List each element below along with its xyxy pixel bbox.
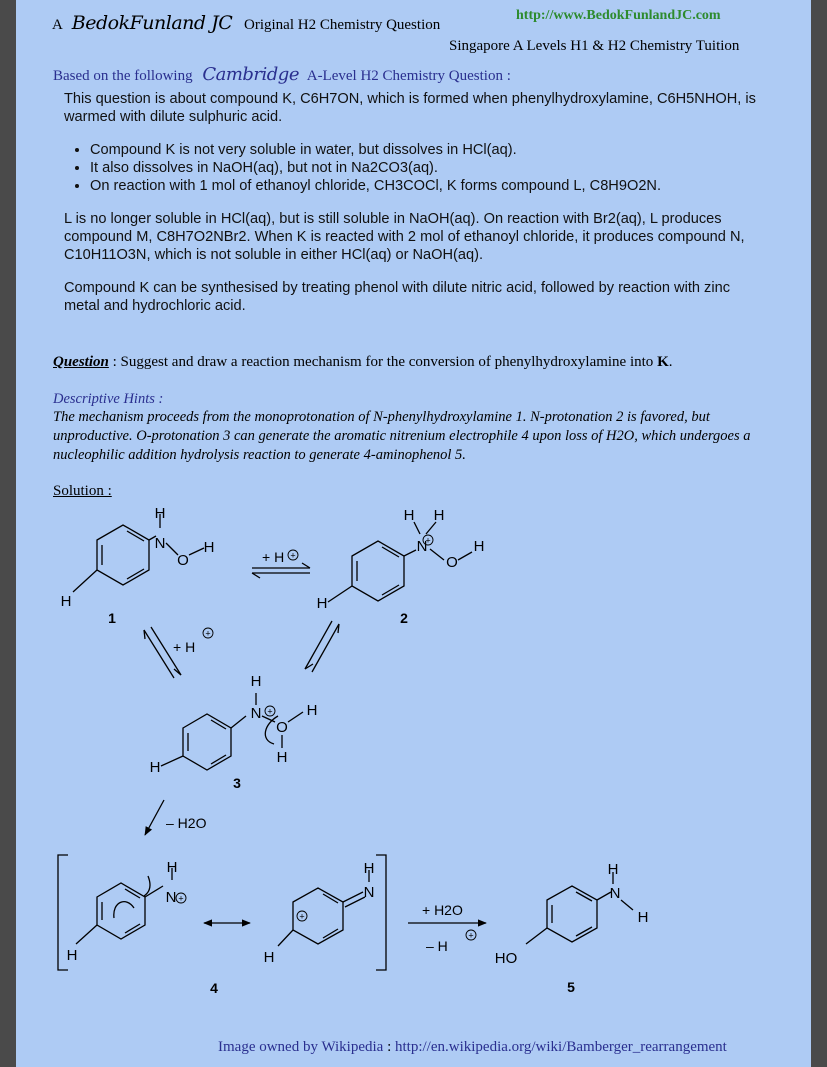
- atom-label: H: [403, 507, 415, 524]
- svg-text:+: +: [290, 550, 296, 561]
- atom-label: H: [316, 595, 328, 612]
- reagent-minus-water: – H2O: [166, 815, 207, 831]
- benzene-ring-1: [97, 525, 149, 585]
- solution-label: Solution :: [53, 483, 112, 499]
- tuition-tagline: Singapore A Levels H1 & H2 Chemistry Tuition: [449, 38, 740, 54]
- header-prefix: A: [52, 17, 63, 33]
- hints-body: The mechanism proceeds from the monoprotonation of N-phenylhydroxylamine 1. N-protonation 2 is favored, but unproductive. O-protonation 3 can generate the aromatic nitrenium electrophile 4 upon loss of H2O, which undergoes a nucleophilic addition hydrolysis reaction to generate 4-aminophenol 5.: [53, 409, 751, 463]
- atom-label: H: [66, 947, 78, 964]
- question-text: : Suggest and draw a reaction mechanism for the conversion of phenylhydroxylamine into: [108, 354, 658, 370]
- hints-title: Descriptive Hints :: [53, 391, 164, 407]
- reagent-plus-proton: + H: [173, 639, 196, 655]
- bullet-item: • On reaction with 1 mol of ethanoyl chloride, CH3COCl, K forms compound L, C8H9O2N.: [90, 177, 764, 195]
- question-target: K: [657, 354, 669, 370]
- site-url-link[interactable]: http://www.BedokFunlandJC.com: [516, 8, 721, 23]
- svg-text:+: +: [178, 893, 184, 904]
- reagent-minus-proton: – H: [426, 938, 448, 954]
- reagent-plus-proton: + H: [262, 549, 285, 565]
- benzene-ring-3: [183, 714, 231, 770]
- svg-text:+: +: [205, 628, 211, 639]
- benzene-ring-4a: [97, 883, 145, 939]
- question-label: Question: [53, 354, 109, 370]
- atom-label: H: [473, 538, 485, 555]
- question-intro: This question is about compound K, C6H7ON, which is formed when phenylhydroxylamine, C6H5NHOH, is warmed with dilute sulphuric acid.: [64, 91, 756, 125]
- bullet-item: • Compound K is not very soluble in water, but dissolves in HCl(aq).: [90, 141, 764, 159]
- atom-label: H: [154, 505, 166, 522]
- atom-label: H: [306, 702, 318, 719]
- compound-number: 3: [233, 775, 241, 791]
- compound-number: 4: [210, 980, 218, 996]
- question-end: .: [668, 354, 673, 370]
- atom-label: O: [276, 719, 288, 736]
- bracket-right: [376, 855, 386, 970]
- atom-label: H: [263, 949, 275, 966]
- svg-text:+: +: [299, 911, 305, 922]
- atom-label: H: [637, 909, 649, 926]
- footer-owner: Image owned by Wikipedia: [218, 1039, 384, 1055]
- benzene-ring-2: [352, 541, 404, 601]
- mechanism-diagram: [16, 0, 811, 1067]
- atom-label: N: [609, 885, 621, 902]
- atom-label: N: [250, 705, 262, 722]
- question-paragraph-2: L is no longer soluble in HCl(aq), but is still soluble in NaOH(aq). On reaction with Br2(aq), L produces compound M, C8H7O2NBr2. When K is reacted with 2 mol of ethanoyl chloride, it produces compound N, C10H11O3N, which is not soluble in either HCl(aq) or NaOH(aq).: [64, 211, 745, 263]
- atom-label: O: [446, 554, 458, 571]
- compound-number: 1: [108, 610, 116, 626]
- atom-label: N: [154, 535, 166, 552]
- atom-label: N: [363, 884, 375, 901]
- compound-number: 5: [567, 979, 575, 995]
- atom-label: H: [276, 749, 288, 766]
- based-on-suffix: A-Level H2 Chemistry Question :: [306, 68, 511, 84]
- atom-label: H: [166, 859, 178, 876]
- atom-label: H: [149, 759, 161, 776]
- svg-text:+: +: [425, 535, 431, 546]
- atom-label: H: [60, 593, 72, 610]
- atom-label: H: [250, 673, 262, 690]
- svg-text:+: +: [468, 930, 474, 941]
- bullet-item: • It also dissolves in NaOH(aq), but not in Na2CO3(aq).: [90, 159, 764, 177]
- atom-label: N: [416, 538, 428, 555]
- compound-number: 2: [400, 610, 408, 626]
- atom-label: H: [363, 860, 375, 877]
- atom-label: O: [177, 552, 189, 569]
- footer-credit: [218, 1039, 727, 1056]
- atom-label: HO: [494, 950, 518, 967]
- brand-logo-text: BedokFunland JC: [71, 12, 233, 34]
- atom-label: H: [607, 861, 619, 878]
- cambridge-logo-text: Cambridge: [202, 64, 299, 85]
- footer-sep: :: [383, 1039, 395, 1055]
- document-page: [16, 0, 811, 1067]
- svg-text:+: +: [267, 706, 273, 717]
- atom-label: H: [433, 507, 445, 524]
- atom-label: H: [203, 539, 215, 556]
- benzene-ring-5: [547, 886, 597, 942]
- atom-label: N: [165, 889, 177, 906]
- header-title: Original H2 Chemistry Question: [244, 17, 441, 33]
- reagent-plus-water: + H2O: [422, 902, 463, 918]
- based-on-text: Based on the following: [53, 68, 193, 84]
- footer-link[interactable]: http://en.wikipedia.org/wiki/Bamberger_rearrangement: [395, 1039, 727, 1055]
- question-paragraph-3: Compound K can be synthesised by treating phenol with dilute nitric acid, followed by reaction with zinc metal and hydrochloric acid.: [64, 280, 731, 314]
